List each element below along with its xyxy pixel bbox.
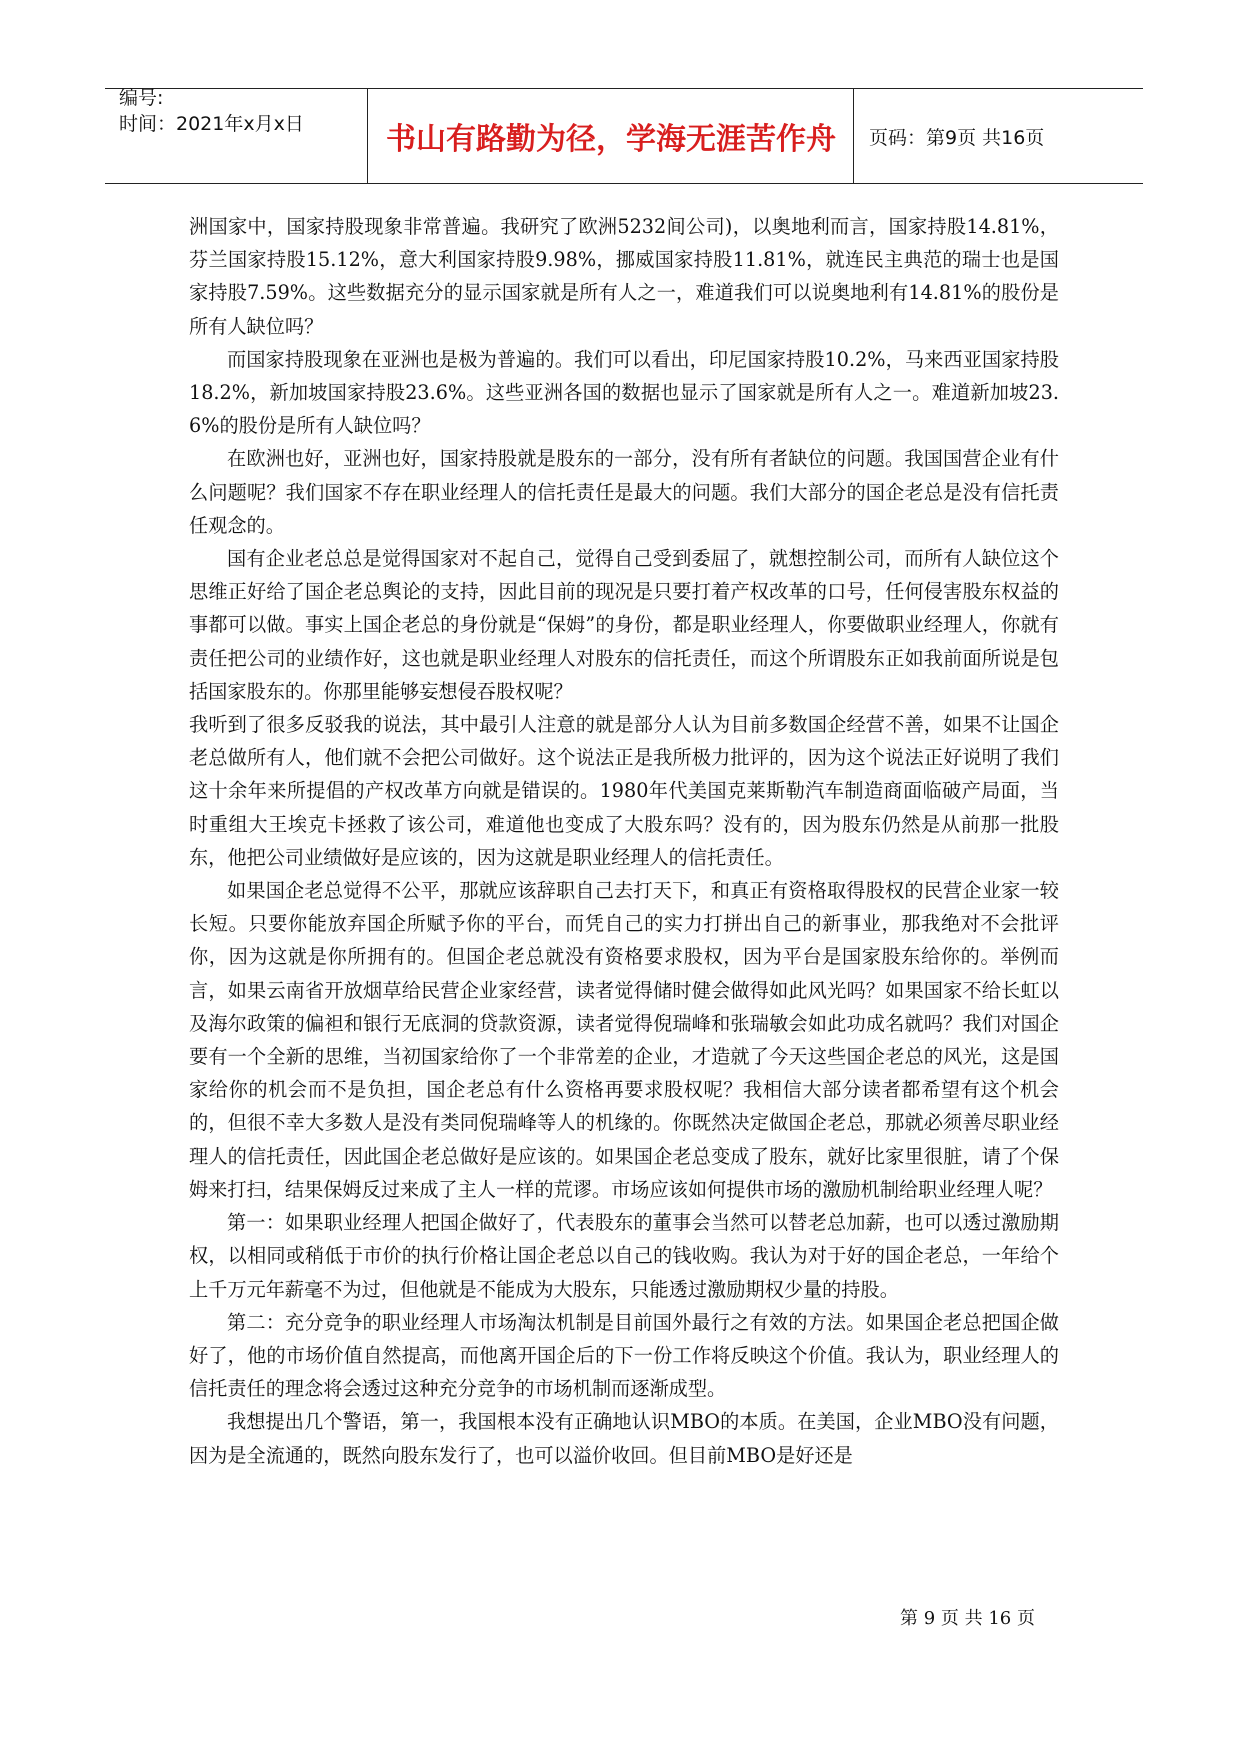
document-number-label: 编号: bbox=[119, 87, 164, 109]
paragraph: 国有企业老总总是觉得国家对不起自己，觉得自己受到委屈了，就想控制公司，而所有人缺位这个思维正好给了国企老总舆论的支持，因此目前的现况是只要打着产权改革的口号，任何侵害股东权益的事都可以做。事实上国企老总的身份就是“保姆”的身份，都是职业经理人，你要做职业经理人，你就有责任把公司的业绩作好，这也就是职业经理人对股东的信托责任，而这个所谓股东正如我前面所说是包括国家股东的。你那里能够妄想侵吞股权呢？ bbox=[189, 547, 1059, 703]
paragraph: 如果国企老总觉得不公平，那就应该辞职自己去打天下，和真正有资格取得股权的民营企业家一较长短。只要你能放弃国企所赋予你的平台，而凭自己的实力打拼出自己的新事业，那我绝对不会批评你，因为这就是你所拥有的。但国企老总就没有资格要求股权，因为平台是国家股东给你的。举例而言，如果云南省开放烟草给民营企业家经营，读者觉得储时健会做得如此风光吗？如果国家不给长虹以及海尔政策的偏袒和银行无底洞的贷款资源，读者觉得倪瑞峰和张瑞敏会如此功成名就吗？我们对国企要有一个全新的思维，当初国家给你了一个非常差的企业，才造就了今天这些国企老总的风光，这是国家给你的机会而不是负担，国企老总有什么资格再要求股权呢？我相信大部分读者都希望有这个机会的，但很不幸大多数人是没有类同倪瑞峰等人的机缘的。你既然决定做国企老总，那就必须善尽职业经理人的信托责任，因此国企老总做好是应该的。如果国企老总变成了股东，就好比家里很脏，请了个保姆来打扫，结果保姆反过来成了主人一样的荒谬。市场应该如何提供市场的激励机制给职业经理人呢？ bbox=[189, 879, 1059, 1201]
header-left-cell bbox=[105, 89, 368, 183]
header-page-label: 页码：第9页 共16页 bbox=[869, 126, 1045, 149]
paragraph: 在欧洲也好，亚洲也好，国家持股就是股东的一部分，没有所有者缺位的问题。我国国营企业有什么问题呢？我们国家不存在职业经理人的信托责任是最大的问题。我们大部分的国企老总是没有信托责任观念的。 bbox=[189, 447, 1059, 537]
header-motto-cell bbox=[369, 89, 854, 183]
header-motto: 书山有路勤为径，学海无涯苦作舟 bbox=[386, 122, 836, 157]
document-body bbox=[189, 210, 1059, 1472]
paragraph: 我想提出几个警语，第一，我国根本没有正确地认识MBO的本质。在美国，企业MBO没有问题，因为是全流通的，既然向股东发行了，也可以溢价收回。但目前MBO是好还是 bbox=[189, 1410, 1059, 1467]
paragraph: 第二：充分竞争的职业经理人市场淘汰机制是目前国外最行之有效的方法。如果国企老总把国企做好了，他的市场价值自然提高，而他离开国企后的下一份工作将反映这个价值。我认为，职业经理人的信托责任的理念将会透过这种充分竞争的市场机制而逐渐成型。 bbox=[189, 1310, 1059, 1401]
page-footer: 第 9 页 共 16 页 bbox=[900, 1608, 1035, 1629]
document-time-label: 时间：2021年x月x日 bbox=[119, 113, 304, 135]
header-page-cell bbox=[855, 89, 1143, 183]
paragraph: 第一：如果职业经理人把国企做好了，代表股东的董事会当然可以替老总加薪，也可以透过激励期权，以相同或稍低于市价的执行价格让国企老总以自己的钱收购。我认为对于好的国企老总，一年给个上千万元年薪毫不为过，但他就是不能成为大股东，只能透过激励期权少量的持股。 bbox=[189, 1211, 1059, 1301]
paragraph: 而国家持股现象在亚洲也是极为普遍的。我们可以看出，印尼国家持股10.2%，马来西亚国家持股18.2%，新加坡国家持股23.6%。这些亚洲各国的数据也显示了国家就是所有人之一。难道新加坡23.6%的股份是所有人缺位吗？ bbox=[189, 347, 1059, 438]
paragraph: 我听到了很多反驳我的说法，其中最引人注意的就是部分人认为目前多数国企经营不善，如果不让国企老总做所有人，他们就不会把公司做好。这个说法正是我所极力批评的，因为这个说法正好说明了我们这十余年来所提倡的产权改革方向就是错误的。1980年代美国克莱斯勒汽车制造商面临破产局面，当时重组大王埃克卡拯救了该公司，难道他也变成了大股东吗？没有的，因为股东仍然是从前那一批股东，他把公司业绩做好是应该的，因为这就是职业经理人的信托责任。 bbox=[189, 713, 1059, 869]
header-table bbox=[105, 88, 1143, 184]
paragraph: 洲国家中，国家持股现象非常普遍。我研究了欧洲5232间公司)，以奥地利而言，国家持股14.81%，芬兰国家持股15.12%，意大利国家持股9.98%，挪威国家持股11.81%，就连民主典范的瑞士也是国家持股7.59%。这些数据充分的显示国家就是所有人之一，难道我们可以说奥地利有14.81%的股份是所有人缺位吗？ bbox=[189, 215, 1059, 338]
